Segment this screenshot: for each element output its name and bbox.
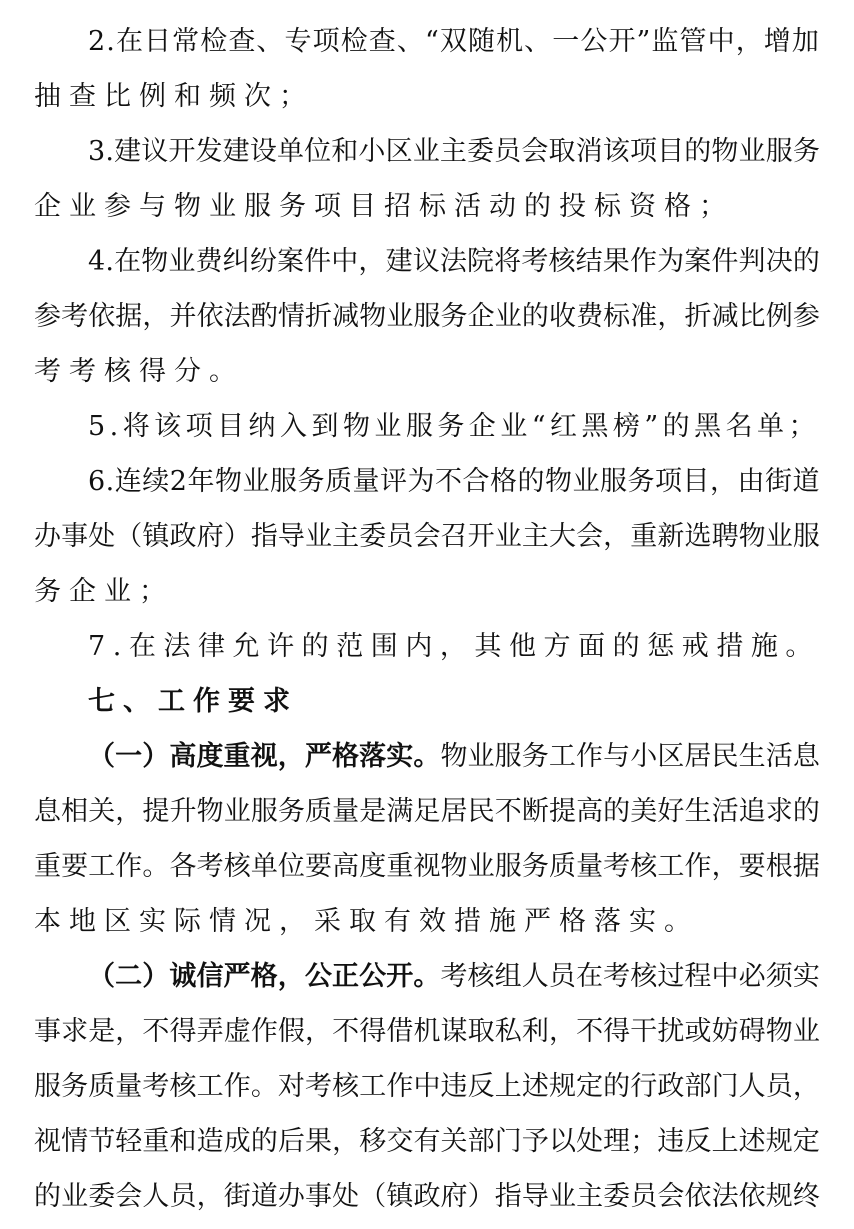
- line-text: 本地区实际情况，采取有效措施严格落实。: [34, 906, 699, 937]
- line-text: 考考核得分。: [34, 356, 244, 387]
- line-text: 息相关，提升物业服务质量是满足居民不断提高的美好生活追求的: [34, 796, 820, 827]
- text-line: [34, 784, 820, 840]
- text-line: [34, 289, 820, 345]
- text-line: [88, 234, 820, 290]
- line-text: 的业委会人员，街道办事处（镇政府）指导业主委员会依法依规终: [34, 1181, 820, 1212]
- text-line: [34, 344, 820, 400]
- line-text: 5.将该项目纳入到物业服务企业“红黑榜”的黑名单；: [88, 411, 820, 442]
- text-line: [34, 1114, 820, 1170]
- text-line: [88, 399, 820, 455]
- text-line: [34, 1004, 820, 1060]
- heading-text: 七、工作要求: [88, 686, 298, 717]
- text-line: [34, 179, 820, 235]
- text-line: [88, 619, 820, 675]
- text-line: [88, 454, 820, 510]
- text-line: [34, 564, 820, 620]
- text-line: [34, 894, 820, 950]
- text-line: [34, 1059, 820, 1115]
- subheading-text: （一）高度重视，严格落实。: [88, 741, 441, 772]
- text-line: [34, 839, 820, 895]
- line-text: 企业参与物业服务项目招标活动的投标资格；: [34, 191, 734, 222]
- line-text: 4.在物业费纠纷案件中，建议法院将考核结果作为案件判决的: [88, 246, 820, 277]
- text-line: [88, 14, 820, 70]
- line-text: 服务质量考核工作。对考核工作中违反上述规定的行政部门人员，: [34, 1071, 820, 1102]
- line-text: 务企业；: [34, 576, 174, 607]
- line-text: 参考依据，并依法酌情折减物业服务企业的收费标准，折减比例参: [34, 301, 820, 332]
- line-text: 重要工作。各考核单位要高度重视物业服务质量考核工作，要根据: [34, 851, 820, 882]
- text-line: [34, 509, 820, 565]
- line-text: 抽查比例和频次；: [34, 81, 314, 112]
- text-line: [88, 729, 820, 785]
- text-line: [34, 69, 820, 125]
- line-text: 视情节轻重和造成的后果，移交有关部门予以处理；违反上述规定: [34, 1126, 820, 1157]
- line-text: 考核组人员在考核过程中必须实: [440, 961, 820, 992]
- text-line: [34, 1169, 820, 1225]
- text-line: [88, 124, 820, 180]
- line-text: 2.在日常检查、专项检查、“双随机、一公开”监管中，增加: [88, 26, 820, 57]
- subheading-text: （二）诚信严格，公正公开。: [88, 961, 441, 992]
- line-text: 事求是，不得弄虚作假，不得借机谋取私利，不得干扰或妨碍物业: [34, 1016, 820, 1047]
- text-line: [88, 949, 820, 1005]
- line-text: 7.在法律允许的范围内，其他方面的惩戒措施。: [88, 631, 820, 662]
- section-heading: [88, 674, 820, 730]
- line-text: 办事处（镇政府）指导业主委员会召开业主大会，重新选聘物业服: [34, 521, 820, 552]
- line-text: 3.建议开发建设单位和小区业主委员会取消该项目的物业服务: [88, 136, 820, 167]
- line-text: 6.连续2年物业服务质量评为不合格的物业服务项目，由街道: [88, 466, 820, 497]
- line-text: 物业服务工作与小区居民生活息: [440, 741, 820, 772]
